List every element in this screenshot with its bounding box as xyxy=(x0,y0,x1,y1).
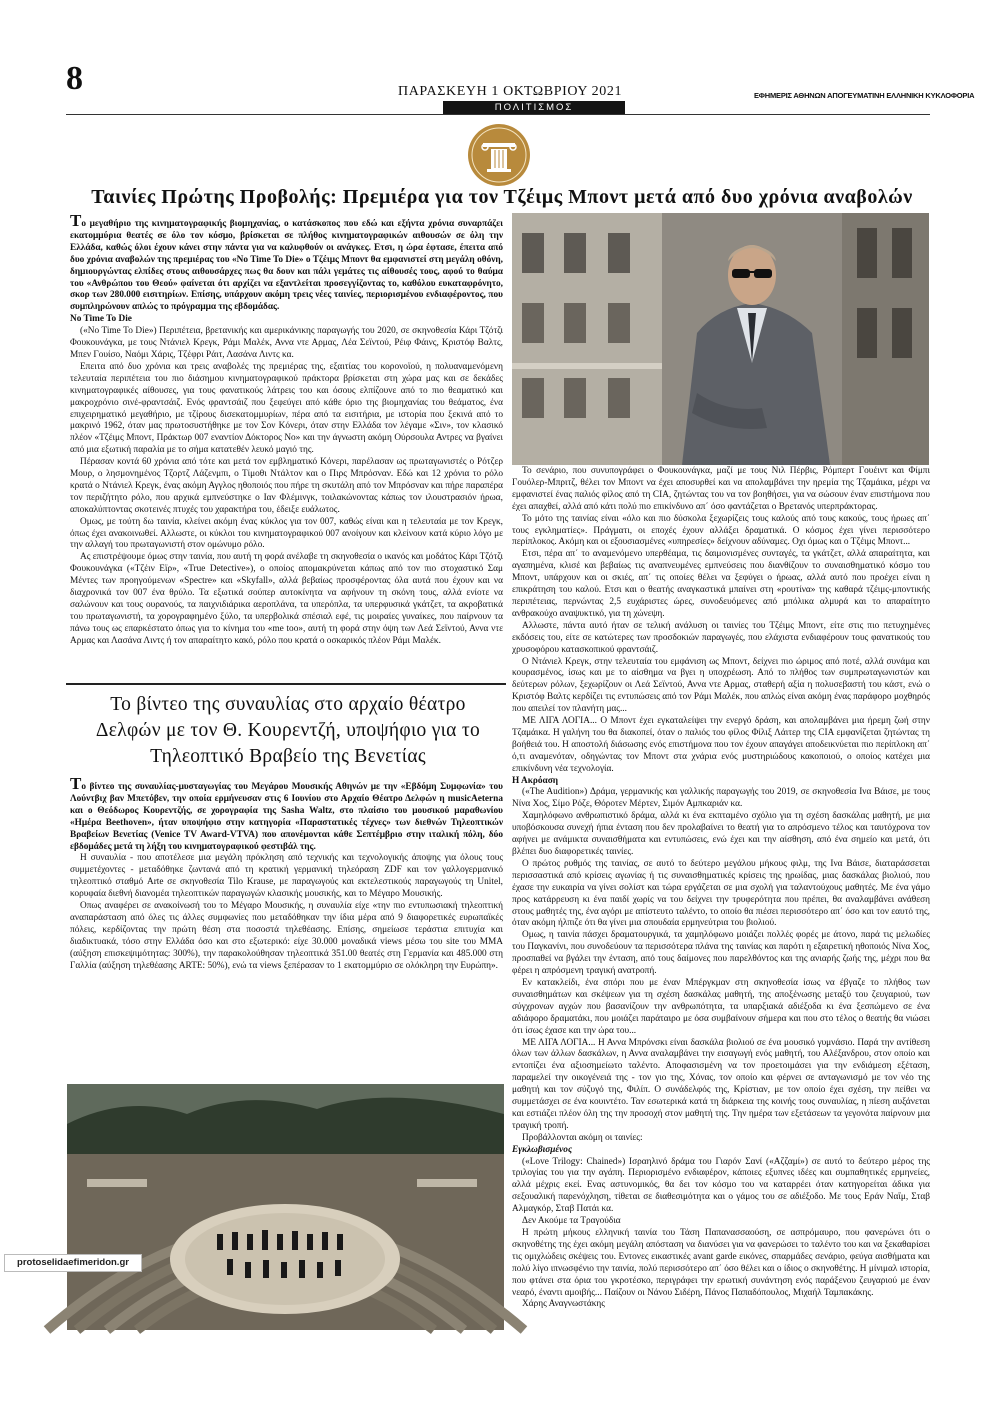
article1-dropcap: Τ xyxy=(70,211,82,230)
article1-paragraph: Ας επιστρέψουμε όμως στην ταινία, που αυτή τη φορά ανέλαβε τη σκηνοθεσία ο ικανός και μοδάτος Κάρι Τζότζι Φουκουνάγκα («Τζέιν Εϊρ», «True Detective»), ο οποίος απομακρύνεται κάπως από τον πιο στοχαστικό Σαμ Μέντες των προηγούμενων «Spectre» και «Skyfall», αλλά βεβαίως προσφέροντας όλα αυτά που έχουν και να διαχρονικά τον 007 ένα θρύλο. Τα εξωτικά σούπερ αυτοκίνητα να αφήνουν τη σκόνη τους, αλλά ενίοτε να σαλώνουν και τους ουρανούς, τα παιχνιδιάρικα αεροπλάνα, τα υπερόπλα, τα υπερφυσικά γκάτζετ, τα ακροβατικά του πρωταγωνιστή, τα χορογραφημένο ξύλο, τα υπερβολικά σπέσιαλ εφέ, τις μοιραίες γυναίκες, που παίρνουν τα πάνω τους ως επαρκέστατο όπως για το κίνημα του «me too», αυτή τη φορά στην όψη των Λεά Σεϊντού, Αννα ντε Αρμας και Λασάνα Λιντς ή τον απαραίτητο κακό, ρόλο που κρατά ο οσκαρικός πλέον Ράμι Μαλέκ. xyxy=(70,552,503,646)
issue-date: ΠΑΡΑΣΚΕΥΗ 1 ΟΚΤΩΒΡΙΟΥ 2021 xyxy=(398,84,623,99)
daniel-craig-photo xyxy=(512,213,929,465)
article2-headline: Το βίντεο της συναυλίας στο αρχαίο θέατρο Δελφών με τον Θ. Κουρεντζή, υποψήφιο για το Τηλεοπτικό Βραβείο της Βενετίας xyxy=(95,694,481,767)
article2-paragraph: Η συναυλία - που αποτέλεσε μια μεγάλη πρόκληση από τεχνικής και τεχνολογικής άποψης για όλους τους συμμετέχοντες - μεταδόθηκε ζωντανά από τη κρατική γερμανική τηλεόραση ZDF και τον γαλλογερμανικό τηλεοπτικό σταθμό Arte σε σκηνοθεσία Tilo Krause, με παραγωγούς και εκτελεστικούς παραγωγούς τη Unitel, κορυφαία διεθνή διανομέα τηλεοπτικών παραγωγών κλασικής μουσικής, και το Μέγαρο Μουσικής. xyxy=(70,853,503,900)
article1-headline: Ταινίες Πρώτης Προβολής: Πρεμιέρα για τον Τζέιμς Μποντ μετά από δυο χρόνια αναβολών xyxy=(91,186,913,208)
article1-lead: ο μεγαθήριο της κινηματογραφικής βιομηχανίας, ο κατάσκοπος που εδώ και εξήντα χρόνια συναρπάζει εκατομμύρια θεατές σε όλο τον κόσμο, βρίσκεται σε πλήθος κινηματογραφικών αιθουσών σε όλη την Ελλάδα, καθώς όλοι έχουν κάνει στην πάντα για να καλυφθούν οι ανάγκες. Ετσι, η ώρα έφτασε, έπειτα από δυο χρόνια αναβολών της πρεμιέρας του «No Time To Die» ο Τζέιμς Μποντ θα εμφανιστεί στη μεγάλη οθόνη, δημιουργώντας ελπίδες στους αιθουσάρχες πως θα δουν και πάλι γεμάτες τις αίθουσές τους, αφού το θαύμα του «Ανθρώπου του Θεού» φαίνεται ότι αρχίζει να εξαντλείται προσεγγίζοντας το, καθόλου ευκαταφρόνητο, σκορ των 280.000 εισιτηρίων. Επίσης, υπάρχουν ακόμη τρεις νέες ταινίες, περιορισμένου ενδιαφέροντος, που συμπληρώνουν απλώς το πρόγραμμα της εβδομάδας. xyxy=(70,219,503,313)
subhead-the-audition: Η Ακρόαση xyxy=(512,775,559,786)
article1-subhead-no-time-to-die: No Time To Die xyxy=(70,314,132,325)
watermark-label: protoselidaefimeridon.gr xyxy=(4,1254,142,1272)
article1-paragraph: Επειτα από δυο χρόνια και τρεις αναβολές της πρεμιέρας της, εξαιτίας του κορονοϊού, η πολυαναμενόμενη τελευταία περιπέτεια του πιο διάσημου κινηματογραφικού πράκτορα βρίσκεται στη χώρα μας και σε δεκάδες κινηματογραφικές αίθουσες, για τους φανατικούς λάτρεις του και όσους ελπίζουνε από το πιο θεαματικό και μακροχρόνιο σινέ-φραντσάιζ. Ενός φραντσάιζ που ξεφεύγει από κάθε όριο της βιομηχανίας του θεάματος, ένα επιχειρηματικό μεγαθήριο, με τζίρους δισεκατομμυρίων, πέρα από τα εισιτήρια, με ιστορία που ξεκινά από το μακρινό 1962, όταν μας πρωτοσυστήθηκε με τον Σον Κόνερι, όταν στην Ελλάδα τον λέγαμε «Σιν», τον κλασικό πλέον «Τζέιμς Μποντ, Πράκτωρ 007 εναντίον Δόκτορος Νο» και την άγνωστη ακόμη Ούρσουλα Αντρες να βγαίνει από μια εξωτική παραλία με το σήμα κατατεθέν λευκό μαγιό της. xyxy=(70,361,503,456)
article1-continued xyxy=(512,466,930,1342)
newspaper-masthead: ΕΦΗΜΕΡΙΣ ΑΘΗΝΩΝ ΑΠΟΓΕΥΜΑΤΙΝΗ ΕΛΛΗΝΙΚΗ ΚΥΚΛΟΦΟΡΙΑ xyxy=(754,91,975,100)
review-paragraph: Ο Ντάνιελ Κρεγκ, στην τελευταία του εμφάνιση ως Μποντ, δείχνει πιο ώριμος από ποτέ, αλλά συνάμα και κουρασμένος, ίσως και με το αίσθημα να βγει η υποχρέωση. Από το πλήθος των συμπρωταγωνιστών και δεύτερων ρόλων, ξεχωρίζουν οι Λεά Σεϊντού, Αννα ντε Αρμας, σταθερή αξία η πολυσεβαστή του κάστ, ενώ ο Κριστόφ Βαλτς κερδίζει τις εντυπώσεις από τον Ράμι Μαλέκ, που απλώς είναι ακόμη ένας παράφορο μοχθηρός που απειλεί τον πλανήτη μας... xyxy=(512,656,930,715)
header-rule xyxy=(66,114,930,115)
review-paragraph: Το σενάριο, που συνυπογράφει ο Φουκουνάγκα, μαζί με τους Νιλ Πέρβις, Ρόμπερτ Γουέιντ και Φίμπι Γουόλερ-Μπριτζ, θέλει τον Μποντ να έχει αποσυρθεί και να απολαμβάνει την ηρεμία της Τζαμάικα, μέχρι να εμφανιστεί ένας παλιός φίλος από τη CIA, ζητώντας του να τον βοηθήσει, για να σώσουν έναν επιστήμονα που έχει απαχθεί, αλλά από κάτι πολύ πιο επικίνδυνο απ΄ όσο φαντάζεται ο Βρετανός υπερπράκτορας. xyxy=(512,466,930,512)
article1-paragraph: («No Time To Die») Περιπέτεια, βρετανικής και αμερικάνικης παραγωγής του 2020, σε σκηνοθεσία Κάρι Τζότζι Φουκουνάγκα, με τους Ντάνιελ Κρεγκ, Ράμι Μαλέκ, Αννα ντε Αρμας, Λέα Σεϊντού, Ρέιφ Φάινς, Κριστόφ Βαλτς, Μπεν Γουίσο, Ναόμι Χάρις, Τζέφρι Ράιτ, Λασάνα Λιντς κα. xyxy=(70,326,503,360)
review-paragraph: Αλλωστε, πάντα αυτό ήταν σε τελική ανάλυση οι ταινίες του Τζέιμς Μποντ, είτε στις πιο πετυχημένες εκδόσεις του, είτε σε κατώτερες των προσδοκιών παραγωγές, που ελάχιστα ενδιαφέρουν τους φανατικούς του χρυσοφόρου κατασκοπικού φραντσάιζ. xyxy=(512,620,930,655)
delphi-theatre-concert-photo xyxy=(67,1084,504,1330)
article2-paragraph: Οπως αναφέρει σε ανακοίνωσή του το Μέγαρο Μουσικής, η συναυλία είχε «την πιο εντυπωσιακή τηλεοπτική αναπαράσταση από όλες τις άλλες συμφωνίες που μεταδόθηκαν την ίδια μέρα από 9 διαφορετικές ευρωπαϊκές πόλεις, κερδίζοντας την πρώτη θέση στα ποσοστά τηλεθέασης. Επίσης, σημείωσε τεράστια επιτυχία και διαδικτυακά, τόσο στην Ελλάδα όσο και στο εξωτερικό: είχε 30.000 μοναδικά views μέσω του site του ΜΜΑ (αύξηση επισκεψιμότητας: 300%), την παρακολούθησαν τηλεοπτικά 351.00 θεατές στη Γερμανία και 485.000 στη Γαλλία (αύξηση τηλεθέασης ARTE: 50%), ενώ τα views ξεπέρασαν το 1 εκατομμύριο σε ολόκληρη την Ευρώπη». xyxy=(70,901,503,971)
review-paragraph: Η πρώτη μήκους ελληνική ταινία του Τάση Παπανασσαούση, σε ασπρόμαυρο, που φανερώνει ότι ο σκηνοθέτης της έχει ακόμη μεγάλη απόσταση να διανύσει για να φανερώσει το ταλέντο του και να ξεκαθαρίσει τις ομιχλώδεις σκέψεις του. Εντονες εικαστικές avant garde εικόνες, σπαρμάδες σενάριο, φεύγα αισθήματα και πολύ λίγο ιπνωσφένιο την ταινία, πολύ περισσότερο απ΄ όσο θέλει και ο ίδιος ο σκηνοθέτης. Η μίνιμαλ ιστορία, που φτάνει στα όρια του γκροτέσκο, περιγράφει την ερωτική συνάντηση ενός παράξενου ζευγαριού με έναν νεαρό, έναντι αμοιβής... Παίζουν οι Νάνου Σιδέρη, Πάνος Παπαδόπουλος, Μιχαήλ Ταμπακάκης. xyxy=(512,1228,930,1298)
review-paragraph: Ομως, η ταινία πάσχει δραματουργικά, τα χαμηλόφωνο μοιάζει πολλές φορές με άτονο, παρά τις μελωδίες του Παγκανίνι, που συνοδεύουν τα περισσότερα πλάνα της ταινίας και παρότι η εξαιρετική ηθοποιός Νίνα Χος, προσπαθεί να βγάλει την ένταση, από τους δαίμονες που παρελθόντος και της ανιαρής ζωής της, μέχρι που θα φέρει η απρόσμενη τραγική ανατροπή. xyxy=(512,930,930,977)
article2-body xyxy=(70,774,503,1080)
section-label: ΠΟΛΙΤΙΣΜΟΣ xyxy=(443,101,625,115)
review-paragraph: Το μότο της ταινίας είναι «όλο και πιο δύσκολα ξεχωρίζεις τους καλούς από τους κακούς, τους ήρωες απ΄ τους εγκληματίες». Πράγματι, οι εποχές έχουν αλλάξει δραματικά. Ο κόσμος έχει γίνει περισσότερο περίπλοκος. Ακόμη και οι εξουσιασμένες «υπηρεσίες» δείχνουν αδύναμες. Οχι όμως και ο Τζέιμς Μποντ... xyxy=(512,513,930,548)
author-signature: Χάρης Αναγνωστάκης xyxy=(522,1299,605,1310)
ionic-column-icon xyxy=(466,122,532,188)
review-paragraph: Ετσι, πέρα απ΄ το αναμενόμενο υπερθέαμα, τις δαιμονισμένες συνταγές, τα γκάτζετ, αλλά απαραίτητα, και αγαπημένα, κλισέ και βεβαίως τις αναπνευμένες εμπνεύσεις που διανθίζουν το συναισθηματικό κόσμο του Μποντ, υπάρχουν και οι σκιές, απ΄ τις οποίες θέλει να ξεφύγει ο ήρωας, αλλά αυτό που προέχει είναι η επικράτηση του καλού. Ετσι και ο θεατής αναγκαστικά μπαίνει στη «ρουτίνα» της καθαρά τζέιμς-μποντικής περιπέτειας, περνώντας 2,5 ευχάριστες ώρες, συνοδευόμενες από μπόλικα αλμυρά και το απαραίτητο ανθρακούχο αναψυκτικό, για τη χώνεψη. xyxy=(512,549,930,619)
review-paragraph: Ο πρώτος ρυθμός της ταινίας, σε αυτό το δεύτερο μεγάλου μήκους φιλμ, της Ινα Βάισε, διαταράσσεται περισσαστικά από κρίσεις αγωνίας ή τις συναισθηματικές κρίσεις της ηρωίδας, μιας δασκάλας βιολιού, που έχασε την ευκαιρία να γίνει σολίστ και τώρα εργάζεται σε μια σχολή για ταλαντούχους μαθητές. Με ένα γάμο προς κατάρρευση κι ένα παιδί χωρίς να του δείχνει την τρυφερότητα που πρέπει, θα αναλαμβάνει ανάθεση στους μαθητές της, ένα αγόρι με απίστευτο ταλέντο, το οποίο θα πιέσει περισσότερο απ΄ όσο και τον εαυτό της, όταν ακόμη ήλπιζε ότι θα γίνει μια σπουδαία ερμηνεύτρια του βιολιού. xyxy=(512,858,930,929)
review-paragraph: Χαμηλόφωνο ανθρωπιστικό δράμα, αλλά κι ένα εκπταμένο σχόλιο για τη σχέση δασκάλας μαθητή, με μια υποβόσκουσα συνεχή ήπια ένταση που δεν προλαβαίνει το θεατή για το απρόσμενο τέλος και ταυτόχρονα τον αφήνει με ανάμικτα συναισθήματα και εντυπώσεις, ενώ έχει και την αίσθηση, από ένα σημείο και μετά, ότι βλέπει δυο διαφορετικές ταινίες. xyxy=(512,811,930,857)
article1-body xyxy=(70,211,503,677)
article2-dropcap: Τ xyxy=(70,774,82,793)
review-paragraph: Προβάλλονται ακόμη οι ταινίες: xyxy=(522,1132,643,1143)
subhead-chained: Εγκλωβισμένος xyxy=(512,1144,573,1155)
article-divider xyxy=(66,683,506,685)
synopsis-paragraph: ΜΕ ΛΙΓΑ ΛΟΓΙΑ... Ο Μποντ έχει εγκαταλείψει την ενεργό δράση, και απολαμβάνει μια ήρεμη ζωή στην Τζαμάικα. Η γαλήνη του θα διακοπεί, όταν ο παλιός του φίλος Φίλιξ Λάιτερ της CIA εμφανίζεται ζητώντας τη βοήθειά του. Η αποστολή διάσωσης ενός επιστήμονα που τον έχουν απαγάγει αποδεικνύεται πιο περίπλοκη απ΄ ό,τι αναμενόταν, οδηγώντας τον Μποντ στα χνάρια ενός μυστηριώδους κακοποιού, ο οποίος κατέχει μια επικίνδυνη νέα τεχνολογία. xyxy=(512,716,930,774)
review-paragraph: Εν κατακλείδι, ένα σπόρι που με έναν Μπέργκμαν στη σκηνοθεσία ίσως να έβγαζε το πλήθος των συναισθημάτων και σκέψεων για τη σχέση δασκάλας μαθητή, της αποξένωσης μεταξύ του ζευγαριού, των σύγχρονων αγχών που βασανίζουν την ανθρωπότητα, τα υπαρξιακά αδιέξοδα κι ένα ξεσπώμενο σε ένα αδιάφορο δραματάκι, που μοιάζει παράταιρο με όσα συμβαίνουν σήμερα και που στο τέλος ο θεατής θα νιώσει ότι ίσως έχασε και την ώρα του... xyxy=(512,977,930,1036)
article1-paragraph: Ομως, με τούτη δω ταινία, κλείνει ακόμη ένας κύκλος για τον 007, καθώς είναι και η τελευταία με τον Κρεγκ, όπως έχει ανακοινωθεί. Αλλωστε, οι κύκλοι του κινηματογραφικού 007 ανοίγουν και κλείνουν κατά κύριο λόγο με την αλλαγή του πρωταγωνιστή στον ομώνυμο ρόλο. xyxy=(70,516,503,551)
review-paragraph: («The Audition») Δράμα, γερμανικής και γαλλικής παραγωγής του 2019, σε σκηνοθεσία Ινα Βάισε, με τους Νίνα Χος, Σίμο Ρόζε, Θόροτεν Μέρτεν, Σιμόν Αμπκαριάν κα. xyxy=(512,787,930,810)
page-number: 8 xyxy=(66,60,83,97)
review-paragraph: («Love Trilogy: Chained») Ισραηλινό δράμα του Γιαρόν Σανί («Αζζαμί») σε αυτό το δεύτερο μέρος της τριλογίας του για την αγάπη. Περιορισμένο ενδιαφέρον, κάποιες εξυπνες ιδέες και συμπαθητικές ερμηνείες, αλλά μέχρις εκεί. Ενας αστυνομικός, θα δει τον κόσμο του να καταρρέει όταν κατηγορείται άδικα για σεξουαλική παρενόχληση, τίθεται σε διαθεσιμότητα και ο γάμος του σε αδιέξοδο. Με τους Εράν Ναΐμ, Σταβ Αλμαγκόρ, Σταβ Πατάι κα. xyxy=(512,1156,930,1215)
article2-lead: ο βίντεο της συναυλίας-μυσταγωγίας του Μεγάρου Μουσικής Αθηνών με την «Εβδόμη Συμφωνία» του Λούντβιχ βαν Μπετόβεν, την οποία ερμήνευσαν στις 6 Ιουνίου στο Αρχαίο Θέατρο Δελφών η musicAeterna και ο Θεόδωρος Κουρεντζής, σε χορογραφία της Sasha Waltz, στο πλαίσιο του μουσικού μαραθωνίου «Ημέρα Beethoven», ήταν υποψήφιο στην κατηγορία «Παραστατικές τέχνες» των διεθνών Τηλεοπτικών Βραβείων Βενετίας (Venice TV Award-VTVA) που απονέμονται κάθε Σεπτέμβριο στην ιταλική πόλη, δύο εβδομάδες μετά τη λήξη του κινηματογραφικού φεστιβάλ της. xyxy=(70,782,503,852)
subhead-songs: Δεν Ακούμε τα Τραγούδια xyxy=(522,1216,621,1227)
synopsis-paragraph: ΜΕ ΛΙΓΑ ΛΟΓΙΑ... Η Αννα Μπρόνσκι είναι δασκάλα βιολιού σε ένα μουσικό γυμνάσιο. Παρά την αντίθεση όλων των άλλων δασκάλων, η Αννα αναλαμβάνει την εισαγωγή ενός μαθητή, του Αλέξανδρου, στον οποίο και εντοπίζει ένα αξιοσημείωτο ταλέντο. Αποφασισμένη να τον προετοιμάσει για την ενδιάμεση εξέταση, παραμελεί την οικογένειά της - τον γιο της, Χόνας, τον οποίο και φέρνει σε ανταγωνισμό με τον νέο της μαθητή και τον σύζυγό της, Φιλίπ. Ο συνάδελφός της, Κρίστιαν, με τον οποίο έχει σχέση, την πείθει να συμμετάσχει σε ένα κουιντέτο. Ταν εσωτερικά κατά τη διάρκεια της κοινής τους συναυλίας, η πίεση αυξάνεται και εστιάζει πλέον όλη της την προσοχή στον μαθητή της. Την ημέρα των εξετάσεων τα γεγονότα παίρνουν μια τραγική τροπή. xyxy=(512,1037,930,1131)
article1-paragraph: Πέρασαν κοντά 60 χρόνια από τότε και μετά τον εμβληματικό Κόνερι, παρέλασαν ως πρωταγωνιστές ο Ρότζερ Μουρ, ο λησμονημένος Τζορτζ Λάζενμπι, ο Τίμοθι Ντάλτον και ο Πιρς Μπρόσναν. Εδώ και 12 χρόνια το ρόλο κρατά ο Ντάνιελ Κρεγκ, ένας ακόμη Αγγλος ηθοποιός που πήρε τη σκυτάλη από τον Μπρόσναν και πήρε παραπέρα τον περιζήτητο ρόλο, που αρχικά εμπνεύστηκε ο Ιαν Φλέμινγκ, τοιλακώνοντας κάπως τον ιλουστρασιόν ήρωα, αποκαλύπτοντας σκοτεινές πτυχές του χαρακτήρα του, έδειξε ευάλωτος. xyxy=(70,457,503,515)
